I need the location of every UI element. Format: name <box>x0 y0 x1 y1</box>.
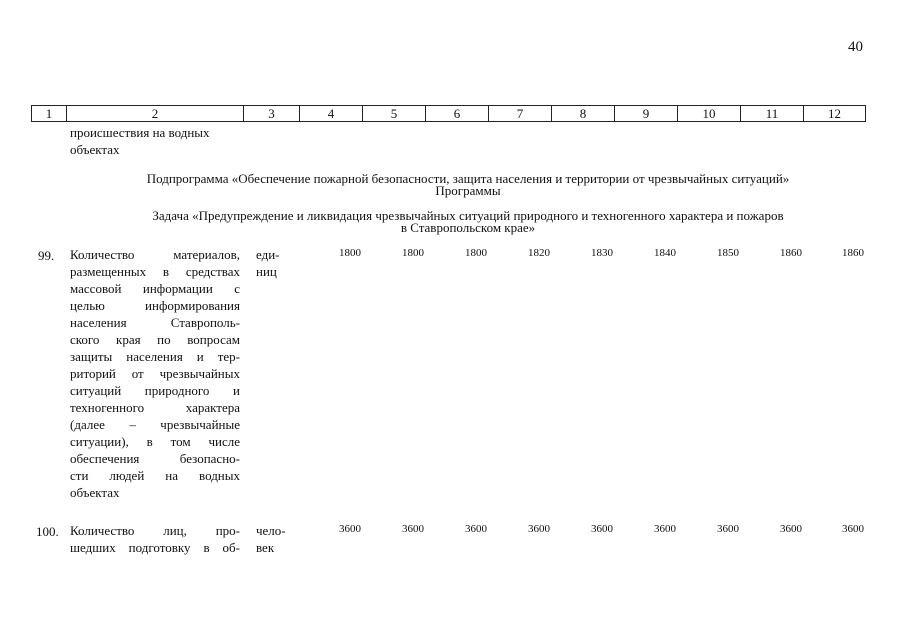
description-line: Количество материалов, <box>70 247 240 262</box>
column-header: 5 <box>362 106 425 121</box>
row-value: 1830 <box>591 247 613 259</box>
column-header: 10 <box>677 106 740 121</box>
description-line: Количество лиц, про- <box>70 523 240 538</box>
column-header: 12 <box>803 106 865 121</box>
description-line: ского края по вопросам <box>70 332 240 347</box>
row-value: 1850 <box>717 247 739 259</box>
continuation-line: происшествия на водных <box>70 125 210 140</box>
row-value: 3600 <box>780 523 802 535</box>
description-line: сти людей на водных <box>70 468 240 483</box>
column-header: 2 <box>66 106 243 121</box>
subprogram-heading-cont: Программы <box>435 183 501 198</box>
description-line: защиты населения и тер- <box>70 349 240 364</box>
description-line: населения Ставрополь- <box>70 315 240 330</box>
row-value: 3600 <box>528 523 550 535</box>
column-header: 6 <box>425 106 488 121</box>
column-header-table <box>31 105 866 122</box>
description-line: ситуаций природного и <box>70 383 240 398</box>
column-header: 8 <box>551 106 614 121</box>
row-value: 1800 <box>339 247 361 259</box>
row-value: 1860 <box>842 247 864 259</box>
description-line: объектах <box>70 485 120 500</box>
column-header: 11 <box>740 106 803 121</box>
row-value: 1860 <box>780 247 802 259</box>
description-line: риторий от чрезвычайных <box>70 366 240 381</box>
row-value: 1800 <box>402 247 424 259</box>
column-header: 4 <box>299 106 362 121</box>
column-header: 7 <box>488 106 551 121</box>
page-number: 40 <box>848 39 863 55</box>
row-number: 100. <box>36 524 59 539</box>
column-header: 3 <box>243 106 299 121</box>
row-value: 1820 <box>528 247 550 259</box>
description-line: (далее – чрезвычайные <box>70 417 240 432</box>
row-value: 3600 <box>402 523 424 535</box>
task-heading: Задача «Предупреждение и ликвидация чрезвычайных ситуаций природного и техногенного характера и пожаров <box>152 208 784 223</box>
row-value: 3600 <box>465 523 487 535</box>
row-value: 1840 <box>654 247 676 259</box>
unit-line: век <box>256 540 275 555</box>
task-heading-cont: в Ставропольском крае» <box>400 220 536 235</box>
row-value: 3600 <box>591 523 613 535</box>
description-line: ситуации), в том числе <box>70 434 240 449</box>
row-description <box>70 522 240 556</box>
unit-line: еди- <box>256 247 280 262</box>
description-line: целью информирования <box>70 298 240 313</box>
subprogram-heading: Подпрограмма «Обеспечение пожарной безопасности, защита населения и территории от чрезвычайных ситуаций» <box>146 171 790 186</box>
description-line: шедших подготовку в об- <box>70 540 240 555</box>
row-value: 3600 <box>842 523 864 535</box>
column-header: 1 <box>45 106 53 121</box>
description-line: массовой информации с <box>70 281 240 296</box>
row-value: 3600 <box>654 523 676 535</box>
row-value: 1800 <box>465 247 487 259</box>
row-value: 3600 <box>717 523 739 535</box>
row-value: 3600 <box>339 523 361 535</box>
column-header: 9 <box>614 106 677 121</box>
row-unit <box>256 246 292 280</box>
unit-line: ниц <box>256 264 277 279</box>
row-unit <box>256 522 292 556</box>
description-line: техногенного характера <box>70 400 240 415</box>
continuation-line: объектах <box>70 142 120 157</box>
row-description <box>70 246 240 501</box>
description-line: обеспечения безопасно- <box>70 451 240 466</box>
unit-line: чело- <box>256 523 286 538</box>
row-number: 99. <box>38 248 55 263</box>
description-line: размещенных в средствах <box>70 264 240 279</box>
